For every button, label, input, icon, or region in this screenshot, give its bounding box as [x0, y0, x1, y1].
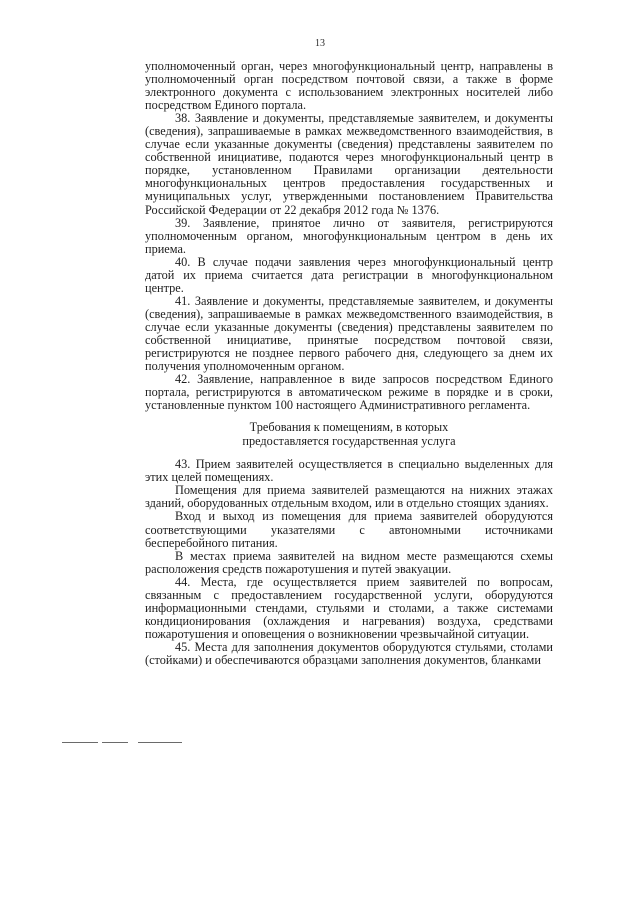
paragraph: 44. Места, где осуществляется прием заявителей по вопросам, связанным с предоставлением государственной услуги, оборудуются информационными стендами, стульями и столами, а также системами кондиционирования (охлаждения и нагревания) воздуха, средствами пожаротушения и оповещения о возникновении чрезвычайной ситуации.: [145, 574, 553, 641]
footer-separator-line: [62, 742, 98, 743]
paragraph: 43. Прием заявителей осуществляется в специально выделенных для этих целей помещениях.: [145, 457, 553, 485]
paragraph: 41. Заявление и документы, представляемые заявителем, и документы (сведения), запрашиваемые в рамках межведомственного взаимодействия, в случае если указанные документы (сведения) представлены заявителем по собственной инициативе, принятые посредством почтовой связи, регистрируются не позднее первого рабочего дня, следующего за днем их получения уполномоченным органом.: [145, 293, 553, 374]
document-body: [145, 60, 553, 667]
page-number: 13: [315, 38, 325, 49]
paragraph: 45. Места для заполнения документов оборудуются стульями, столами (стойками) и обеспечиваются образцами заполнения документов, бланками: [145, 639, 553, 667]
paragraph: 40. В случае подачи заявления через многофункциональный центр датой их приема считается дата регистрации в многофункциональном центре.: [145, 254, 553, 295]
paragraph: 39. Заявление, принятое лично от заявителя, регистрируются уполномоченным органом, многофункциональным центром в день их приема.: [145, 215, 553, 256]
footer-separator-line: [138, 742, 182, 743]
section-heading-line: Требования к помещениям, в которых: [249, 420, 449, 435]
footer-separator-line: [102, 742, 128, 743]
section-heading-line: предоставляется государственная услуга: [242, 434, 456, 449]
paragraph: Вход и выход из помещения для приема заявителей оборудуются соответствующими указателями с автономными источниками бесперебойного питания.: [145, 509, 553, 550]
paragraph: Помещения для приема заявителей размещаются на нижних этажах зданий, оборудованных отдельным входом, или в отдельно стоящих зданиях.: [145, 483, 553, 511]
paragraph: уполномоченный орган, через многофункциональный центр, направлены в уполномоченный орган посредством почтовой связи, а также в форме электронного документа с использованием электронных носителей либо посредством Единого портала.: [145, 59, 553, 113]
paragraph: 42. Заявление, направленное в виде запросов посредством Единого портала, регистрируются в автоматическом режиме в порядке и в сроки, установленные пунктом 100 настоящего Административного регламента.: [145, 372, 553, 413]
section-heading: [145, 420, 553, 448]
paragraph: 38. Заявление и документы, представляемые заявителем, и документы (сведения), запрашиваемые в рамках межведомственного взаимодействия, в случае если указанные документы (сведения) представлены заявителем по собственной инициативе, подаются через многофункциональный центр в порядке, установленном Правилами организации деятельности многофункциональных центров предоставления государственных и муниципальных услуг, утвержденными постановлением Правительства Российской Федерации от 22 декабря 2012 года № 1376.: [145, 111, 553, 217]
paragraph: В местах приема заявителей на видном месте размещаются схемы расположения средств пожаротушения и путей эвакуации.: [145, 548, 553, 576]
